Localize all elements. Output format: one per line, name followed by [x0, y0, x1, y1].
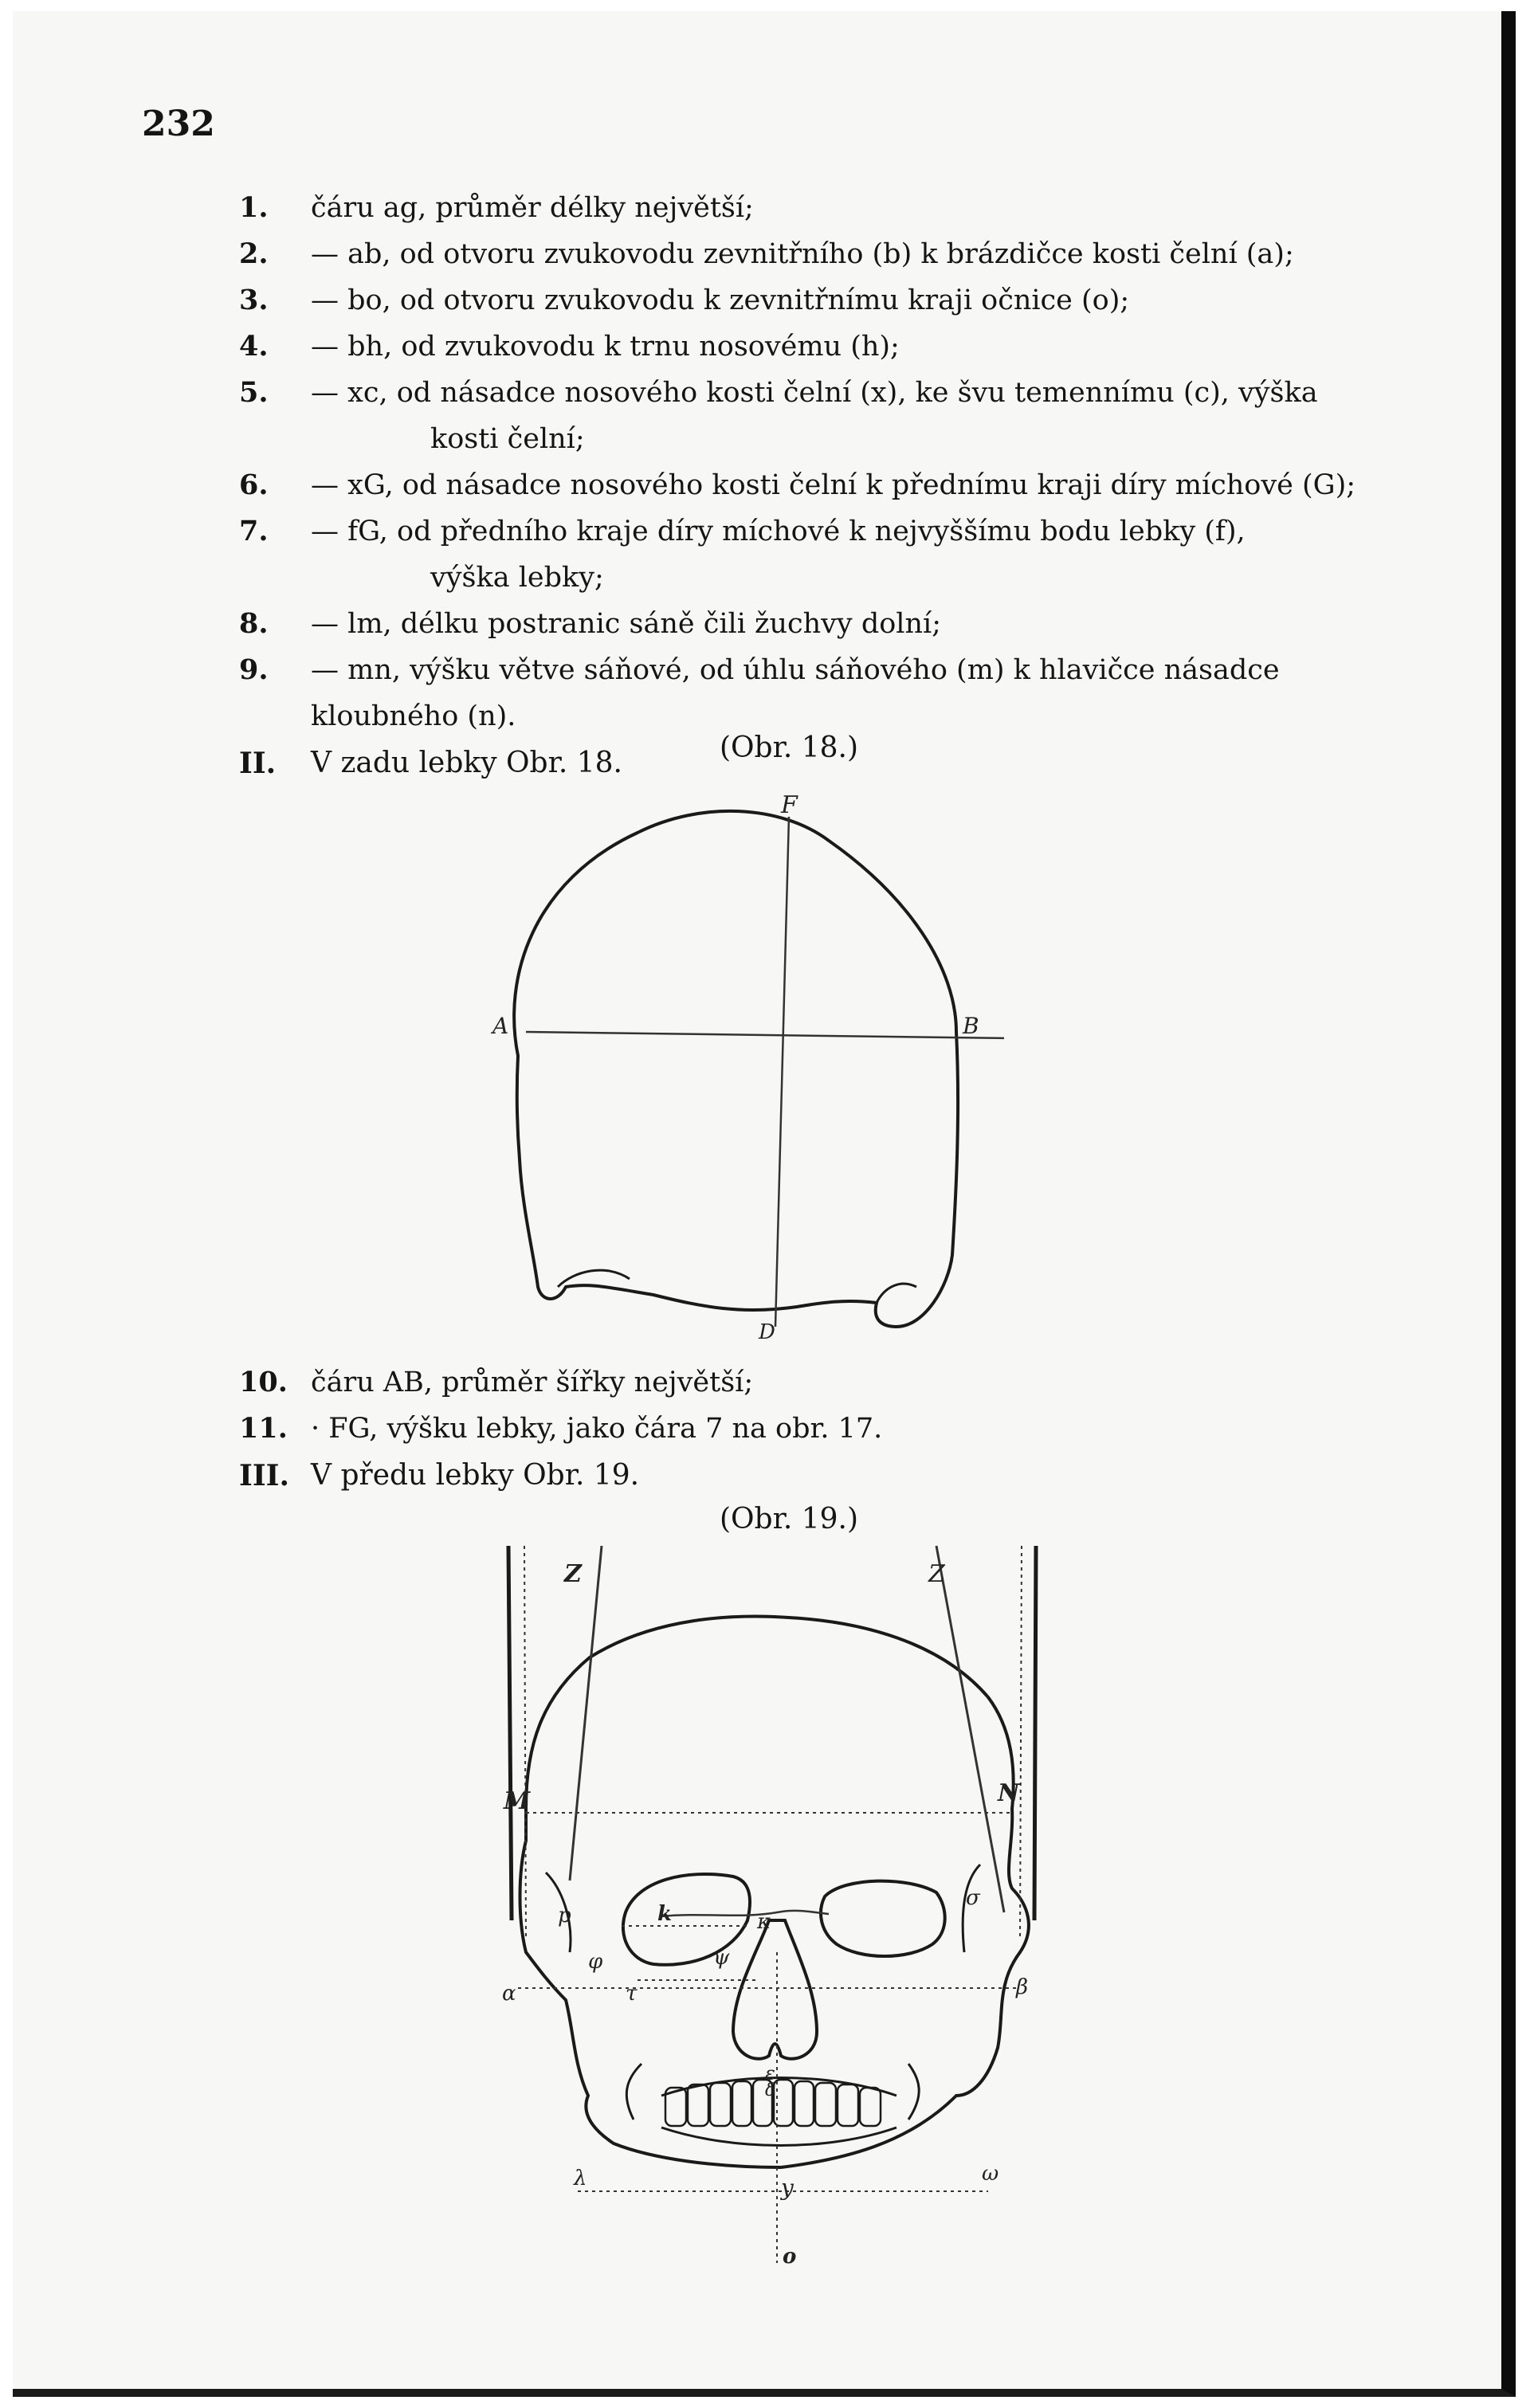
label-k: k — [657, 1902, 673, 1926]
label-F: F — [781, 791, 798, 819]
label-D: D — [759, 1320, 775, 1344]
item-text: — bh, od zvukovodu k trnu nosovému (h); — [311, 331, 900, 363]
label-eps: ε — [765, 2062, 775, 2084]
item-text: · FG, výšku lebky, jako čára 7 na obr. 17. — [311, 1413, 883, 1445]
label-o: o — [783, 2245, 797, 2269]
section-number: II. — [239, 747, 277, 780]
item-continuation: kosti čelní; — [430, 423, 585, 455]
figure-18-skull-back — [446, 777, 1004, 1351]
list-item — [239, 601, 1418, 647]
figure-caption-19: (Obr. 19.) — [719, 1503, 859, 1535]
item-number: 9. — [239, 653, 269, 686]
measurement-list-2 — [239, 1359, 1418, 1500]
item-text: — xG, od násadce nosového kosti čelní k přednímu kraji díry míchové (G); — [311, 469, 1356, 501]
section-heading — [239, 1452, 1418, 1500]
list-item — [239, 1406, 1418, 1452]
figure-caption-18: (Obr. 18.) — [719, 731, 859, 764]
item-number: 1. — [239, 191, 269, 224]
measurement-list — [239, 185, 1418, 787]
label-Z1: Z — [564, 1560, 582, 1588]
list-item — [239, 277, 1418, 324]
item-number: 7. — [239, 515, 269, 547]
item-text: — bo, od otvoru zvukovodu k zevnitřnímu kraji očnice (o); — [311, 284, 1130, 316]
section-number: III. — [239, 1459, 290, 1492]
label-ypsilon: y — [781, 2175, 794, 2201]
item-text: — fG, od předního kraje díry míchové k nejvyššímu bodu lebky (f), — [311, 516, 1246, 547]
item-text: — ab, od otvoru zvukovodu zevnitřního (b) k brázdičce kosti čelní (a); — [311, 238, 1294, 270]
label-B: B — [963, 1013, 979, 1039]
label-delta: δ — [765, 2081, 776, 2100]
item-number: 2. — [239, 237, 269, 270]
list-item — [239, 1359, 1418, 1406]
label-x: κ — [757, 1910, 771, 1934]
label-sigma: σ — [966, 1886, 980, 1910]
label-phi: φ — [588, 1950, 603, 1974]
list-item — [239, 508, 1418, 601]
label-omega: ω — [982, 2162, 999, 2186]
page-number: 232 — [142, 104, 215, 144]
figure-19-skull-front — [494, 1538, 1052, 2271]
section-text: V zadu lebky Obr. 18. — [311, 747, 622, 779]
label-tau: τ — [626, 1982, 638, 2006]
item-number: 5. — [239, 376, 269, 409]
item-number: 10. — [239, 1366, 288, 1398]
list-item — [239, 370, 1418, 462]
label-N: N — [998, 1779, 1020, 1807]
list-item — [239, 647, 1418, 739]
list-item — [239, 185, 1418, 231]
item-text: — mn, výšku větve sáňové, od úhlu sáňového (m) k hlavičce násadce kloubného (n). — [311, 654, 1280, 732]
list-item — [239, 324, 1418, 370]
label-psi: ψ — [713, 1946, 730, 1970]
label-lambda: λ — [574, 2167, 587, 2190]
label-p: p — [558, 1904, 571, 1928]
list-item — [239, 462, 1418, 508]
item-number: 3. — [239, 284, 269, 316]
item-number: 8. — [239, 607, 269, 640]
item-number: 11. — [239, 1412, 288, 1445]
section-text: V předu lebky Obr. 19. — [311, 1459, 640, 1492]
item-text: čáru AB, průměr šířky největší; — [311, 1367, 754, 1398]
item-continuation: výška lebky; — [430, 562, 604, 594]
item-text: — lm, délku postranic sáně čili žuchvy dolní; — [311, 608, 942, 640]
label-alpha: α — [502, 1982, 516, 2006]
label-Z2: Z — [928, 1560, 945, 1588]
item-text: — xc, od násadce nosového kosti čelní (x), ke švu temennímu (c), výška — [311, 377, 1318, 409]
label-beta: β — [1016, 1975, 1029, 1999]
item-number: 6. — [239, 469, 269, 501]
item-text: čáru ag, průměr délky největší; — [311, 192, 754, 224]
item-number: 4. — [239, 330, 269, 363]
label-M: M — [504, 1787, 531, 1815]
label-A: A — [492, 1013, 509, 1039]
list-item — [239, 231, 1418, 277]
